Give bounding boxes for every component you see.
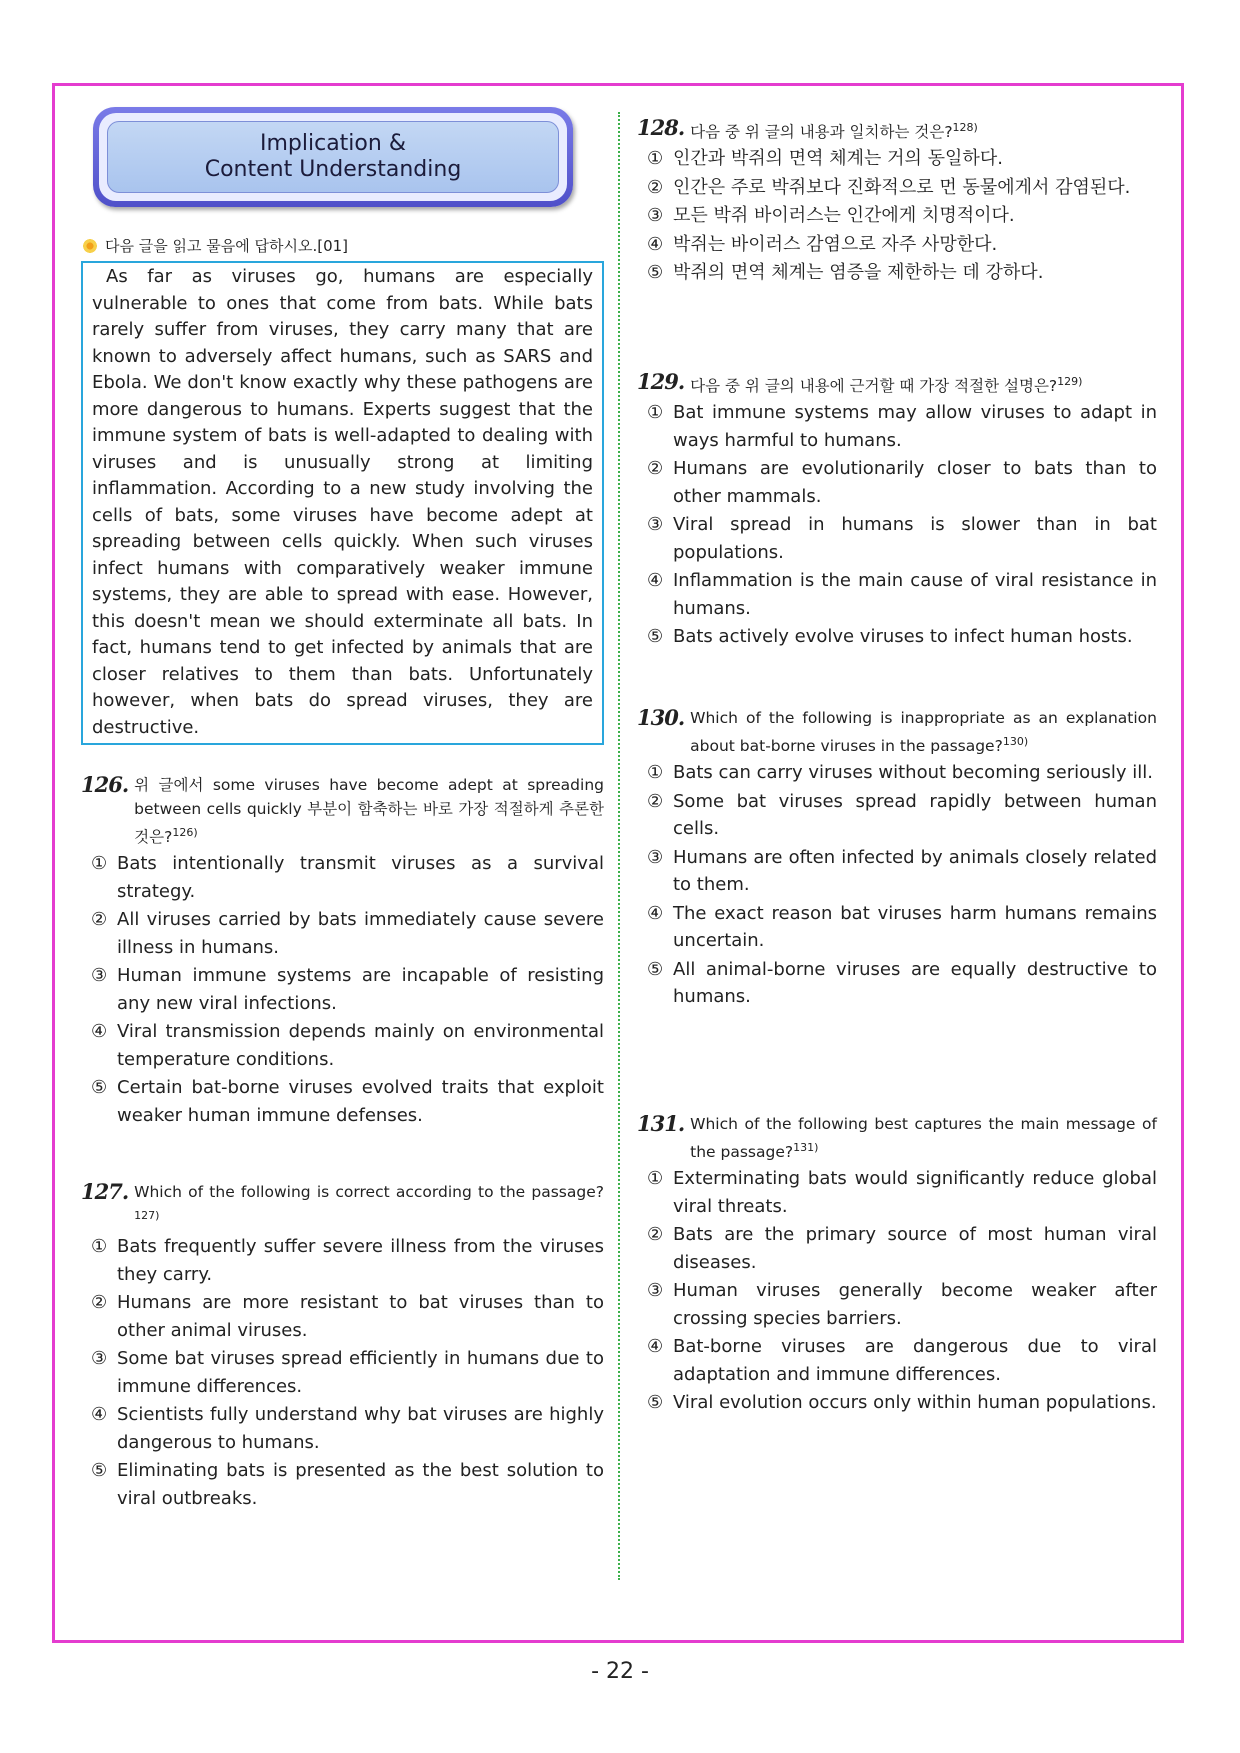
- option-2[interactable]: ② 인간은 주로 박쥐보다 진화적으로 먼 동물에게서 감염된다.: [647, 176, 1131, 198]
- option-3[interactable]: ③ Some bat viruses spread efficiently in humans due to immune differences.: [91, 1348, 604, 1397]
- option-5[interactable]: ⑤ 박쥐의 면역 체계는 염증을 제한하는 데 강하다.: [647, 262, 1044, 284]
- instruction: [82, 235, 348, 256]
- option-3[interactable]: ③ Human viruses generally become weaker after crossing species barriers.: [647, 1280, 1157, 1329]
- question-text: Which of the following best captures the main message of the passage?$^{131)}$: [690, 1115, 1157, 1162]
- option-4[interactable]: ④ Inflammation is the main cause of viral resistance in humans.: [647, 570, 1157, 619]
- option-1[interactable]: ① Exterminating bats would significantly reduce global viral threats.: [647, 1168, 1157, 1217]
- option-5[interactable]: ⑤ Bats actively evolve viruses to infect human hosts.: [647, 626, 1133, 648]
- question-126: [81, 773, 604, 1129]
- section-title-banner: [93, 107, 573, 207]
- option-1[interactable]: ① Bats frequently suffer severe illness from the viruses they carry.: [91, 1236, 604, 1285]
- question-number: 126.: [81, 772, 129, 797]
- option-2[interactable]: ② Humans are more resistant to bat viruses than to other animal viruses.: [91, 1292, 604, 1341]
- option-3[interactable]: ③ Human immune systems are incapable of resisting any new viral infections.: [91, 965, 604, 1014]
- option-4[interactable]: ④ Bat-borne viruses are dangerous due to viral adaptation and immune differences.: [647, 1336, 1157, 1385]
- question-128: [637, 116, 1157, 287]
- option-4[interactable]: ④ Scientists fully understand why bat viruses are highly dangerous to humans.: [91, 1404, 604, 1453]
- option-3[interactable]: ③ Humans are often infected by animals closely related to them.: [647, 846, 1157, 896]
- question-number: 129.: [637, 369, 685, 394]
- section-title-line1: Implication &: [260, 131, 406, 156]
- question-text: Which of the following is inappropriate as an explanation about bat-borne viruses in the passage?$^{130)}$: [690, 709, 1157, 756]
- option-4[interactable]: ④ The exact reason bat viruses harm humans remains uncertain.: [647, 902, 1157, 952]
- option-5[interactable]: ⑤ All animal-borne viruses are equally destructive to humans.: [647, 958, 1157, 1008]
- option-1[interactable]: ① Bats intentionally transmit viruses as a survival strategy.: [91, 853, 604, 902]
- column-divider: [618, 112, 620, 1580]
- question-130: [637, 706, 1157, 1011]
- question-number: 131.: [637, 1111, 685, 1136]
- option-1[interactable]: ① 인간과 박쥐의 면역 체계는 거의 동일하다.: [647, 148, 1003, 170]
- option-2[interactable]: ② Some bat viruses spread rapidly between human cells.: [647, 790, 1157, 840]
- reading-passage: As far as viruses go, humans are especially vulnerable to ones that come from bats. While bats rarely suffer from viruses, they carry many that are known to adversely affect humans, such as SARS and Ebola. We don't know exactly why these pathogens are more dangerous to humans. Experts suggest that the immune system of bats is well-adapted to dealing with viruses and is unusually strong at limiting inflammation. According to a new study involving the cells of bats, some viruses have become adept at spreading between cells quickly. When such viruses infect humans with comparatively weaker immune systems, they are able to spread with ease. However, this doesn't mean we should exterminate all bats. In fact, humans tend to get infected by animals that are closer relatives to them than bats. Unfortunately however, when bats do spread viruses, they are destructive.: [81, 261, 604, 745]
- question-number: 127.: [81, 1179, 129, 1204]
- instruction-text: 다음 글을 읽고 물음에 답하시오.[01]: [105, 237, 349, 255]
- question-129: [637, 370, 1157, 651]
- question-text: 다음 중 위 글의 내용에 근거할 때 가장 적절한 설명은?$^{129)}$: [690, 375, 1083, 396]
- option-1[interactable]: ① Bats can carry viruses without becoming seriously ill.: [647, 762, 1154, 784]
- option-5[interactable]: ⑤ Eliminating bats is presented as the best solution to viral outbreaks.: [91, 1460, 604, 1509]
- option-2[interactable]: ② Humans are evolutionarily closer to bats than to other mammals.: [647, 458, 1157, 507]
- question-number: 130.: [637, 705, 685, 730]
- section-title-line2: Content Understanding: [204, 157, 462, 182]
- question-text: Which of the following is correct according to the passage?$^{127)}$: [134, 1183, 604, 1222]
- option-2[interactable]: ② Bats are the primary source of most human viral diseases.: [647, 1224, 1157, 1273]
- option-3[interactable]: ③ Viral spread in humans is slower than in bat populations.: [647, 514, 1157, 563]
- flower-icon: [82, 238, 98, 254]
- option-2[interactable]: ② All viruses carried by bats immediately cause severe illness in humans.: [91, 909, 604, 958]
- question-text: 위 글에서 some viruses have become adept at spreading between cells quickly 부분이 함축하는 바로 가장 적절하게 추론한 것은?$^{126)}$: [134, 776, 604, 847]
- option-4[interactable]: ④ Viral transmission depends mainly on environmental temperature conditions.: [91, 1021, 604, 1070]
- option-4[interactable]: ④ 박쥐는 바이러스 감염으로 자주 사망한다.: [647, 233, 998, 255]
- question-131: [637, 1112, 1157, 1417]
- page-number: - 22 -: [591, 1659, 649, 1684]
- question-text: 다음 중 위 글의 내용과 일치하는 것은?$^{128)}$: [690, 121, 978, 142]
- option-5[interactable]: ⑤ Certain bat-borne viruses evolved traits that exploit weaker human immune defenses.: [91, 1077, 604, 1126]
- option-3[interactable]: ③ 모든 박쥐 바이러스는 인간에게 치명적이다.: [647, 205, 1015, 227]
- question-number: 128.: [637, 115, 685, 140]
- question-127: [81, 1180, 604, 1512]
- option-1[interactable]: ① Bat immune systems may allow viruses to adapt in ways harmful to humans.: [647, 402, 1157, 451]
- option-5[interactable]: ⑤ Viral evolution occurs only within human populations.: [647, 1392, 1157, 1414]
